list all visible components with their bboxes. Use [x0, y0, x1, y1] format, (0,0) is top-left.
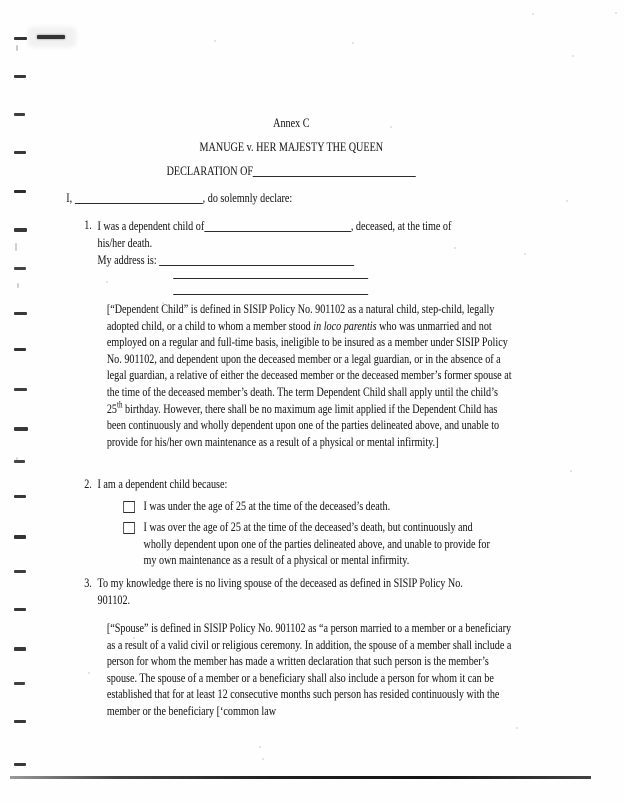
item-2 [84, 476, 509, 569]
over-25-label: I was over the age of 25 at the time of the deceased’s death, but continuously and wholly dependent upon one of the parties delineated above, and unable to provide for my own maintenance as a result of a physical or mental infirmity. [143, 519, 490, 568]
item-2-text: I am a dependent child because: [97, 476, 228, 491]
declarant-name-blank[interactable] [75, 191, 203, 204]
definition-text-middle: who was unmarried and not employed on a regular and full-time basis, ineligible to be insured as a member under SISIP Policy No. 901102, and dependent upon the deceased member or a legal guardian, or in the absence of a legal guardian, a relative of either the deceased member or the deceased member’s former spouse at the time of the deceased member’s death. The term Dependent Child shall apply until the child’s 25 [106, 317, 512, 416]
option-over-25-row [123, 519, 509, 569]
item-1-text-before-blank: I was a dependent child of [97, 218, 205, 233]
item-2-body [98, 476, 510, 569]
item-1-line-2: his/her death. [97, 234, 153, 250]
item-1-body [98, 217, 506, 295]
address-line-3[interactable] [173, 279, 368, 295]
item-3-text: To my knowledge there is no living spouse of the deceased as defined in SISIP Policy No. 901102. [97, 575, 463, 607]
declaration-name-blank[interactable] [253, 164, 416, 177]
address-label: My address is: [97, 252, 157, 268]
spouse-definition-note: [“Spouse” is defined in SISIP Policy No. 901102 as “a person married to a member or a beneficiary as a result of a valid civil or religious ceremony. In addition, the spouse of a member shall include a person for whom the member has made a written declaration that such person is the member’s spouse. The spouse of a member or a beneficiary shall also include a person for whom it can be established that for at least 12 consecutive months such person has resided continuously with the member or the beneficiary [‘common law [106, 620, 512, 718]
option-under-25-row [123, 498, 509, 515]
ordinal-superscript: th [116, 399, 123, 410]
item-1-text-after-blank: , deceased, at the time of [350, 218, 452, 233]
item-2-number: 2. [84, 476, 92, 491]
definition-text-lead: [“Dependent Child” is defined in SISIP Policy No. 901102 as a natural child, step-child, legally adopted child, or a child to whom a member stood [106, 301, 495, 333]
item-1-number: 1. [84, 217, 92, 232]
over-25-checkbox[interactable] [123, 522, 135, 534]
item-3 [84, 575, 487, 608]
declaration-of-label: DECLARATION OF [166, 163, 254, 179]
case-title: MANUGE v. HER MAJESTY THE QUEEN [199, 138, 384, 154]
item-1 [84, 217, 505, 295]
under-25-checkbox[interactable] [123, 501, 135, 513]
latin-phrase: in loco parentis [313, 317, 377, 333]
address-line-2[interactable] [173, 269, 368, 279]
oath-prefix: I, [66, 190, 73, 205]
document-header [62, 115, 520, 180]
declaration-heading [62, 162, 520, 180]
address-line-1[interactable] [159, 253, 354, 266]
annex-heading: Annex C [273, 115, 310, 130]
deceased-name-blank[interactable] [204, 219, 351, 232]
definition-text-tail: birthday. However, there shall be no maximum age limit applied if the Dependent Child has been continuously and wholly dependent upon one of the parties delineated above, and unable to provide for his/her own maintenance as a result of a physical or mental infirmity.] [106, 400, 500, 449]
under-25-label: I was under the age of 25 at the time of the deceased’s death. [143, 497, 391, 513]
oath-line [66, 189, 292, 207]
item-3-number: 3. [84, 575, 92, 590]
item-1-line-1 [98, 217, 506, 235]
address-row [98, 251, 506, 269]
dependent-child-definition-note [107, 301, 514, 450]
oath-suffix: , do solemnly declare: [202, 190, 293, 205]
